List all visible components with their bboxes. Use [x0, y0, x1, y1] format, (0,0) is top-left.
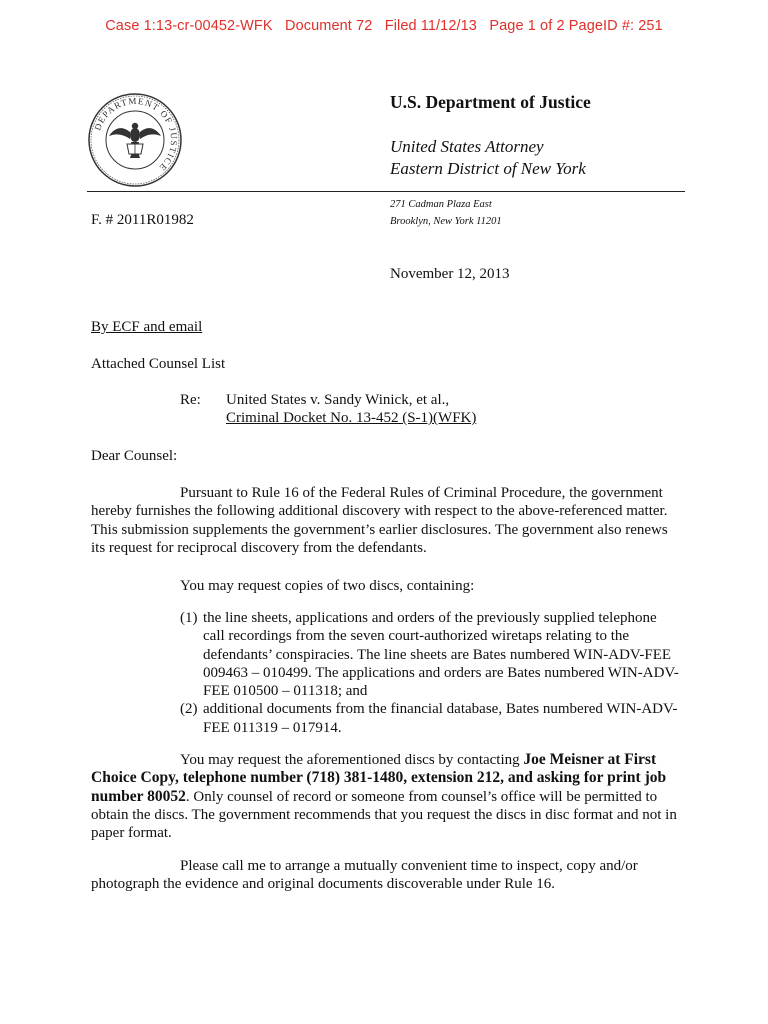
docket-number: Criminal Docket No. 13-452 (S-1)(WFK) — [226, 410, 477, 427]
re-subject — [226, 391, 476, 428]
recipient-line: Attached Counsel List — [91, 356, 226, 372]
list-item — [180, 700, 680, 737]
disc-contents-list — [180, 609, 680, 737]
file-number: F. # 2011R01982 — [91, 212, 194, 228]
address-line-1: 271 Cadman Plaza East — [390, 199, 492, 210]
paragraph-contact — [91, 751, 681, 842]
salutation: Dear Counsel: — [91, 448, 178, 464]
list-item — [180, 609, 680, 700]
list-item-number: (1) — [180, 610, 198, 626]
letter-date: November 12, 2013 — [390, 266, 510, 282]
office-line-2: Eastern District of New York — [390, 159, 586, 178]
address-line-2: Brooklyn, New York 11201 — [390, 216, 502, 227]
paragraph-inspection — [91, 857, 681, 894]
case-header-stamp: Case 1:13-cr-00452-WFK Document 72 Filed 11/12/13 Page 1 of 2 PageID #: 251 — [105, 18, 663, 34]
list-item-text: the line sheets, applications and orders of the previously supplied telephone call recordings from the seven court-authorized wiretaps relating to the defendants’ conspiracies. The line sheets are Bates numbered WIN-ADV-FEE 009463 – 010499. The applications and orders are Bates numbered WIN-ADV-FEE 010500 – 011318; and — [203, 610, 679, 700]
paragraph-4-text: Please call me to arrange a mutually convenient time to inspect, copy and/or photograph the evidence and original documents discoverable under Rule 16. — [91, 858, 638, 893]
letterhead-divider — [87, 191, 685, 192]
office-address — [390, 196, 502, 230]
paragraph-3-tail: . Only counsel of record or someone from counsel’s office will be permitted to obtain the discs. The government recommends that you request the discs in disc format and not in paper format. — [91, 788, 677, 842]
case-name: United States v. Sandy Winick, et al., — [226, 392, 450, 408]
office-line-1: United States Attorney — [390, 137, 544, 156]
paragraph-3-contact-bold: Joe Meisner at First Choice Copy, telephone number (718) 381-1480, extension 212, and asking for print job number 80052 — [91, 751, 667, 805]
paragraph-discovery-intro — [91, 484, 681, 557]
paragraph-1-text: Pursuant to Rule 16 of the Federal Rules of Criminal Procedure, the government hereby furnishes the following additional discovery with respect to the above-referenced matter. This submission supplements the government’s earlier disclosures. The government also renews its request for reciprocal discovery from the defendants. — [91, 485, 668, 556]
department-name: U.S. Department of Justice — [390, 92, 591, 112]
list-item-text: additional documents from the financial database, Bates numbered WIN-ADV-FEE 011319 – 017914. — [203, 701, 678, 736]
doj-seal-logo — [87, 92, 183, 188]
paragraph-3-lead: You may request the aforementioned discs by contacting — [180, 752, 524, 768]
delivery-method: By ECF and email — [91, 319, 203, 335]
svg-text:DEPARTMENT OF JUSTICE: DEPARTMENT OF JUSTICE — [92, 95, 180, 174]
paragraph-discs: You may request copies of two discs, containing: — [180, 578, 475, 594]
list-item-number: (2) — [180, 701, 198, 718]
re-label: Re: — [180, 392, 201, 408]
office-name — [390, 136, 586, 180]
